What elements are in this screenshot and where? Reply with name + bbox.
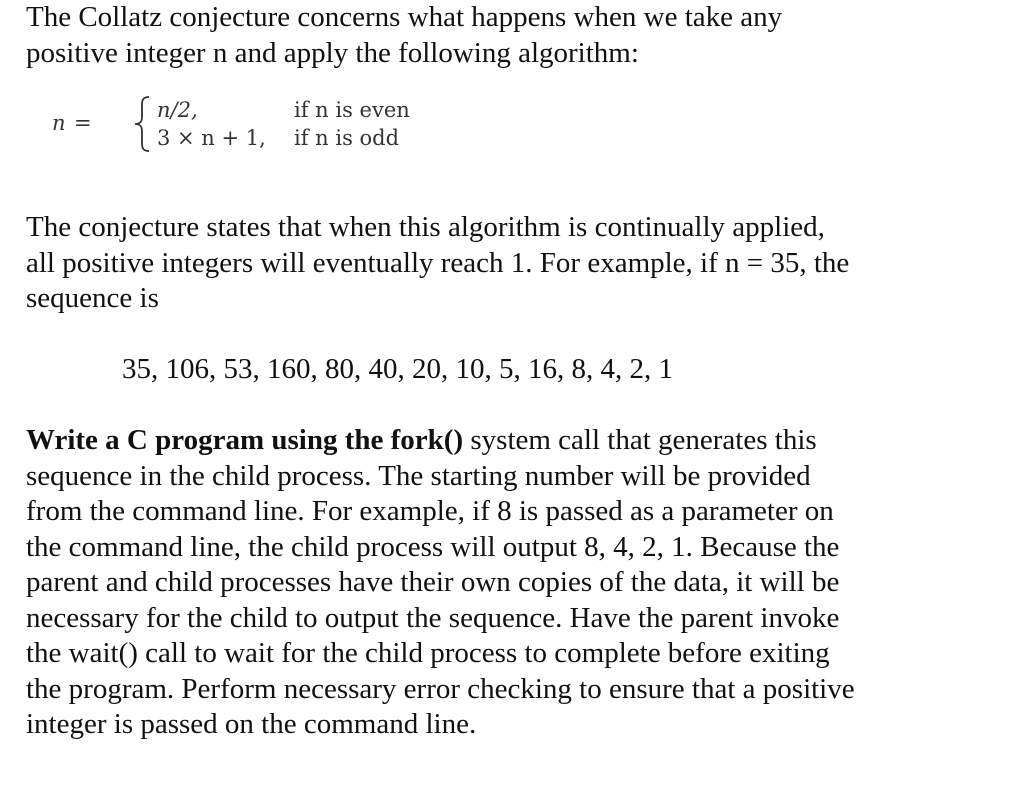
formula-case-odd-expr: 3 × n + 1, bbox=[157, 126, 266, 150]
collatz-formula bbox=[52, 93, 472, 157]
task-line-4: the command line, the child process will output 8, 4, 2, 1. Because the bbox=[26, 530, 840, 563]
intro-paragraph bbox=[26, 0, 986, 71]
task-line-9: integer is passed on the command line. bbox=[26, 708, 477, 740]
conjecture-line-2: all positive integers will eventually reach 1. For example, if n = 35, the bbox=[26, 246, 850, 279]
conjecture-paragraph bbox=[26, 210, 986, 317]
task-line-3: from the command line. For example, if 8 is passed as a parameter on bbox=[26, 495, 834, 527]
formula-case-odd-cond: if n is odd bbox=[294, 126, 400, 150]
left-brace-icon bbox=[131, 95, 155, 153]
task-line-5: parent and child processes have their own copies of the data, it will be bbox=[26, 566, 840, 598]
task-line-2: sequence in the child process. The starting number will be provided bbox=[26, 459, 811, 492]
conjecture-line-3: sequence is bbox=[26, 282, 159, 314]
task-line-6: necessary for the child to output the sequence. Have the parent invoke bbox=[26, 601, 840, 634]
task-bold-lead: Write a C program using the fork() bbox=[26, 424, 464, 456]
formula-case-even-cond: if n is even bbox=[294, 98, 410, 122]
intro-line-2: positive integer n and apply the following algorithm: bbox=[26, 36, 639, 69]
task-paragraph bbox=[26, 423, 986, 743]
intro-line-1: The Collatz conjecture concerns what happens when we take any bbox=[26, 1, 783, 33]
task-line-8: the program. Perform necessary error checking to ensure that a positive bbox=[26, 672, 855, 705]
formula-equals: = bbox=[74, 111, 92, 135]
task-line-7: the wait() call to wait for the child process to complete before exiting bbox=[26, 637, 830, 669]
task-line-1-rest: system call that generates this bbox=[463, 424, 817, 456]
conjecture-line-1: The conjecture states that when this algorithm is continually applied, bbox=[26, 211, 825, 243]
formula-lhs: n bbox=[52, 111, 66, 135]
formula-case-even-expr: n/2, bbox=[157, 98, 198, 122]
example-sequence: 35, 106, 53, 160, 80, 40, 20, 10, 5, 16, 8, 4, 2, 1 bbox=[122, 353, 673, 385]
